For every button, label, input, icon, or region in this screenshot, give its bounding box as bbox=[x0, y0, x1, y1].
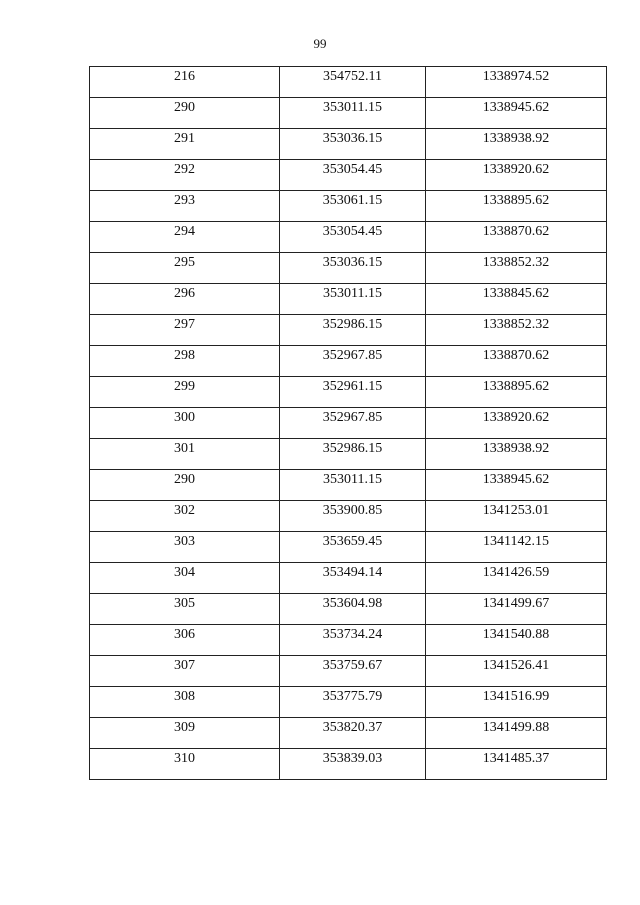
x-coordinate-cell: 352967.85 bbox=[280, 408, 426, 439]
y-coordinate-cell: 1341516.99 bbox=[426, 687, 607, 718]
x-coordinate-cell: 353734.24 bbox=[280, 625, 426, 656]
y-coordinate-cell: 1341526.41 bbox=[426, 656, 607, 687]
x-coordinate-cell: 352967.85 bbox=[280, 346, 426, 377]
table-row bbox=[90, 687, 607, 718]
point-number-cell: 293 bbox=[90, 191, 280, 222]
x-coordinate-cell: 352961.15 bbox=[280, 377, 426, 408]
table-row bbox=[90, 501, 607, 532]
point-number-cell: 216 bbox=[90, 67, 280, 98]
y-coordinate-cell: 1338938.92 bbox=[426, 439, 607, 470]
x-coordinate-cell: 353604.98 bbox=[280, 594, 426, 625]
x-coordinate-cell: 353061.15 bbox=[280, 191, 426, 222]
y-coordinate-cell: 1338895.62 bbox=[426, 377, 607, 408]
y-coordinate-cell: 1338974.52 bbox=[426, 67, 607, 98]
point-number-cell: 296 bbox=[90, 284, 280, 315]
point-number-cell: 305 bbox=[90, 594, 280, 625]
table-row bbox=[90, 532, 607, 563]
table-row bbox=[90, 315, 607, 346]
point-number-cell: 298 bbox=[90, 346, 280, 377]
coordinates-table-body bbox=[90, 67, 607, 780]
y-coordinate-cell: 1338938.92 bbox=[426, 129, 607, 160]
table-row bbox=[90, 67, 607, 98]
point-number-cell: 297 bbox=[90, 315, 280, 346]
point-number-cell: 294 bbox=[90, 222, 280, 253]
point-number-cell: 301 bbox=[90, 439, 280, 470]
y-coordinate-cell: 1341499.88 bbox=[426, 718, 607, 749]
point-number-cell: 291 bbox=[90, 129, 280, 160]
x-coordinate-cell: 353011.15 bbox=[280, 470, 426, 501]
point-number-cell: 290 bbox=[90, 98, 280, 129]
x-coordinate-cell: 353011.15 bbox=[280, 98, 426, 129]
x-coordinate-cell: 353839.03 bbox=[280, 749, 426, 780]
table-row bbox=[90, 656, 607, 687]
table-row bbox=[90, 470, 607, 501]
x-coordinate-cell: 353054.45 bbox=[280, 222, 426, 253]
page-number: 99 bbox=[313, 36, 327, 51]
point-number-cell: 306 bbox=[90, 625, 280, 656]
x-coordinate-cell: 354752.11 bbox=[280, 67, 426, 98]
y-coordinate-cell: 1338852.32 bbox=[426, 315, 607, 346]
y-coordinate-cell: 1338945.62 bbox=[426, 470, 607, 501]
point-number-cell: 309 bbox=[90, 718, 280, 749]
x-coordinate-cell: 353659.45 bbox=[280, 532, 426, 563]
table-row bbox=[90, 222, 607, 253]
point-number-cell: 304 bbox=[90, 563, 280, 594]
y-coordinate-cell: 1341142.15 bbox=[426, 532, 607, 563]
table-row bbox=[90, 377, 607, 408]
y-coordinate-cell: 1338870.62 bbox=[426, 346, 607, 377]
x-coordinate-cell: 353036.15 bbox=[280, 129, 426, 160]
x-coordinate-cell: 353900.85 bbox=[280, 501, 426, 532]
y-coordinate-cell: 1338845.62 bbox=[426, 284, 607, 315]
table-row bbox=[90, 129, 607, 160]
point-number-cell: 302 bbox=[90, 501, 280, 532]
y-coordinate-cell: 1338920.62 bbox=[426, 160, 607, 191]
y-coordinate-cell: 1341426.59 bbox=[426, 563, 607, 594]
point-number-cell: 292 bbox=[90, 160, 280, 191]
x-coordinate-cell: 353820.37 bbox=[280, 718, 426, 749]
y-coordinate-cell: 1338945.62 bbox=[426, 98, 607, 129]
coordinates-table bbox=[89, 66, 607, 780]
point-number-cell: 290 bbox=[90, 470, 280, 501]
table-row bbox=[90, 563, 607, 594]
y-coordinate-cell: 1341253.01 bbox=[426, 501, 607, 532]
y-coordinate-cell: 1338895.62 bbox=[426, 191, 607, 222]
y-coordinate-cell: 1341499.67 bbox=[426, 594, 607, 625]
x-coordinate-cell: 352986.15 bbox=[280, 315, 426, 346]
y-coordinate-cell: 1338852.32 bbox=[426, 253, 607, 284]
point-number-cell: 308 bbox=[90, 687, 280, 718]
y-coordinate-cell: 1338920.62 bbox=[426, 408, 607, 439]
point-number-cell: 310 bbox=[90, 749, 280, 780]
table-row bbox=[90, 284, 607, 315]
table-row bbox=[90, 98, 607, 129]
point-number-cell: 303 bbox=[90, 532, 280, 563]
x-coordinate-cell: 353759.67 bbox=[280, 656, 426, 687]
y-coordinate-cell: 1341540.88 bbox=[426, 625, 607, 656]
point-number-cell: 300 bbox=[90, 408, 280, 439]
table-row bbox=[90, 594, 607, 625]
x-coordinate-cell: 353054.45 bbox=[280, 160, 426, 191]
table-row bbox=[90, 160, 607, 191]
x-coordinate-cell: 353011.15 bbox=[280, 284, 426, 315]
table-row bbox=[90, 191, 607, 222]
table-row bbox=[90, 346, 607, 377]
y-coordinate-cell: 1338870.62 bbox=[426, 222, 607, 253]
y-coordinate-cell: 1341485.37 bbox=[426, 749, 607, 780]
x-coordinate-cell: 353036.15 bbox=[280, 253, 426, 284]
table-row bbox=[90, 718, 607, 749]
x-coordinate-cell: 352986.15 bbox=[280, 439, 426, 470]
table-row bbox=[90, 408, 607, 439]
table-row bbox=[90, 253, 607, 284]
table-row bbox=[90, 749, 607, 780]
table-row bbox=[90, 439, 607, 470]
x-coordinate-cell: 353775.79 bbox=[280, 687, 426, 718]
point-number-cell: 299 bbox=[90, 377, 280, 408]
table-row bbox=[90, 625, 607, 656]
point-number-cell: 307 bbox=[90, 656, 280, 687]
point-number-cell: 295 bbox=[90, 253, 280, 284]
x-coordinate-cell: 353494.14 bbox=[280, 563, 426, 594]
